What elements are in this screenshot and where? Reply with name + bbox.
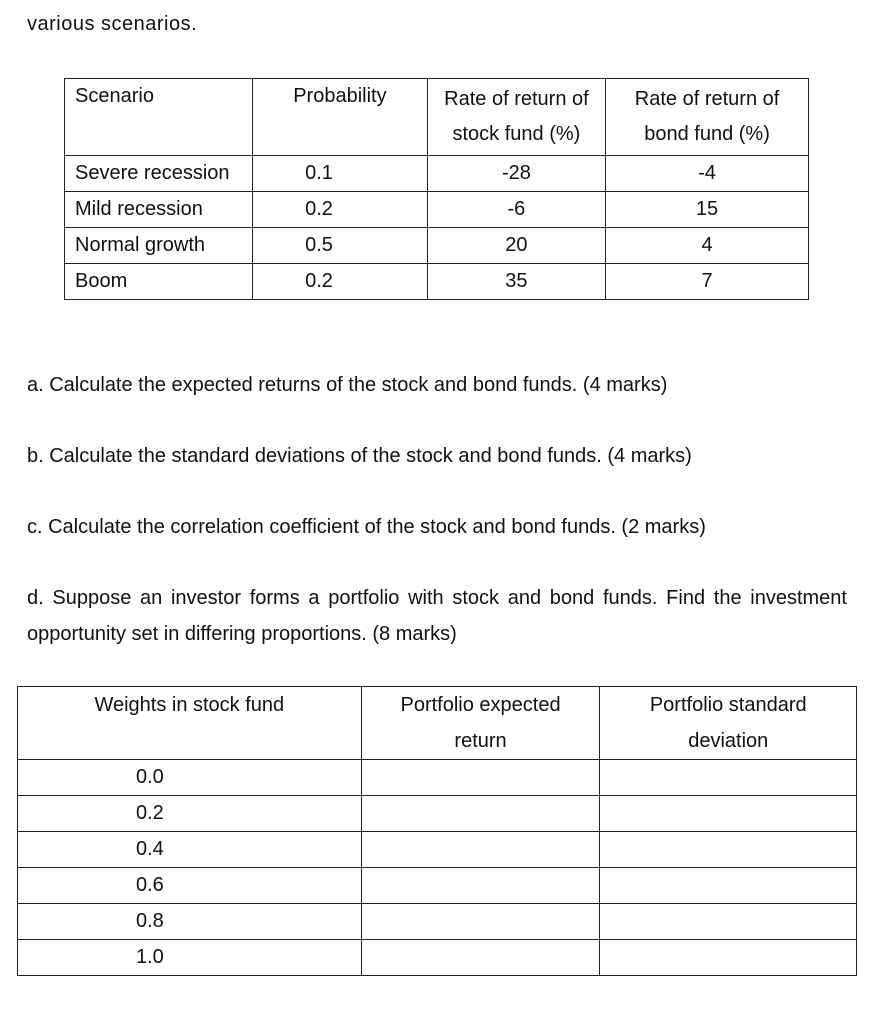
bond-return-cell: -4 bbox=[606, 156, 809, 192]
portfolio-table-header bbox=[18, 687, 857, 760]
table-row bbox=[65, 228, 809, 264]
question-c: c. Calculate the correlation coefficient of the stock and bond funds. (2 marks) bbox=[27, 516, 706, 538]
standard-deviation-cell[interactable] bbox=[600, 796, 857, 832]
bond-return-cell: 15 bbox=[606, 192, 809, 228]
scenario-cell: Mild recession bbox=[65, 192, 253, 228]
weight-cell: 0.6 bbox=[18, 868, 362, 904]
header-expected-return bbox=[361, 687, 600, 760]
stock-return-cell: -28 bbox=[427, 156, 605, 192]
standard-deviation-cell[interactable] bbox=[600, 940, 857, 976]
header-stock-line2: stock fund (%) bbox=[452, 123, 581, 145]
table-row bbox=[18, 940, 857, 976]
question-d: d. Suppose an investor forms a portfolio with stock and bond funds. Find the investment opportunity set in differing proportions. (8 marks) bbox=[27, 587, 847, 645]
standard-deviation-cell[interactable] bbox=[600, 868, 857, 904]
table-row bbox=[18, 760, 857, 796]
scenario-table-header bbox=[65, 79, 809, 156]
table-row bbox=[65, 264, 809, 300]
scenario-cell: Normal growth bbox=[65, 228, 253, 264]
weight-cell: 0.4 bbox=[18, 832, 362, 868]
standard-deviation-cell[interactable] bbox=[600, 904, 857, 940]
weight-cell: 1.0 bbox=[18, 940, 362, 976]
weight-cell: 0.8 bbox=[18, 904, 362, 940]
header-stock-return bbox=[427, 79, 605, 156]
expected-return-cell[interactable] bbox=[361, 904, 600, 940]
bond-return-cell: 7 bbox=[606, 264, 809, 300]
expected-return-cell[interactable] bbox=[361, 940, 600, 976]
header-bond-line1: Rate of return of bbox=[634, 88, 780, 110]
question-a: a. Calculate the expected returns of the stock and bond funds. (4 marks) bbox=[27, 374, 668, 396]
header-stock-line1: Rate of return of bbox=[444, 88, 589, 110]
scenario-cell: Boom bbox=[65, 264, 253, 300]
header-bond-line2: bond fund (%) bbox=[644, 123, 770, 145]
stock-return-cell: 20 bbox=[427, 228, 605, 264]
table-row bbox=[65, 192, 809, 228]
standard-deviation-cell[interactable] bbox=[600, 760, 857, 796]
header-sd-line1: Portfolio standard bbox=[649, 694, 807, 716]
header-expected-line2: return bbox=[454, 730, 507, 752]
weight-cell: 0.0 bbox=[18, 760, 362, 796]
header-sd-line2: deviation bbox=[688, 730, 769, 752]
scenario-cell: Severe recession bbox=[65, 156, 253, 192]
probability-cell: 0.5 bbox=[253, 228, 428, 264]
expected-return-cell[interactable] bbox=[361, 868, 600, 904]
header-expected-line1: Portfolio expected bbox=[400, 694, 561, 716]
question-b: b. Calculate the standard deviations of the stock and bond funds. (4 marks) bbox=[27, 445, 692, 467]
expected-return-cell[interactable] bbox=[361, 832, 600, 868]
weight-cell: 0.2 bbox=[18, 796, 362, 832]
intro-text: various scenarios. bbox=[27, 13, 198, 35]
standard-deviation-cell[interactable] bbox=[600, 832, 857, 868]
stock-return-cell: -6 bbox=[427, 192, 605, 228]
header-weights: Weights in stock fund bbox=[18, 687, 362, 760]
table-row bbox=[65, 156, 809, 192]
portfolio-table bbox=[17, 686, 857, 976]
header-standard-deviation bbox=[600, 687, 857, 760]
probability-cell: 0.1 bbox=[253, 156, 428, 192]
table-row bbox=[18, 796, 857, 832]
bond-return-cell: 4 bbox=[606, 228, 809, 264]
expected-return-cell[interactable] bbox=[361, 796, 600, 832]
table-row bbox=[18, 904, 857, 940]
header-bond-return bbox=[606, 79, 809, 156]
expected-return-cell[interactable] bbox=[361, 760, 600, 796]
probability-cell: 0.2 bbox=[253, 264, 428, 300]
stock-return-cell: 35 bbox=[427, 264, 605, 300]
table-row bbox=[18, 832, 857, 868]
table-row bbox=[18, 868, 857, 904]
header-probability: Probability bbox=[253, 79, 428, 156]
scenario-table bbox=[64, 78, 809, 300]
header-scenario: Scenario bbox=[65, 79, 253, 156]
probability-cell: 0.2 bbox=[253, 192, 428, 228]
